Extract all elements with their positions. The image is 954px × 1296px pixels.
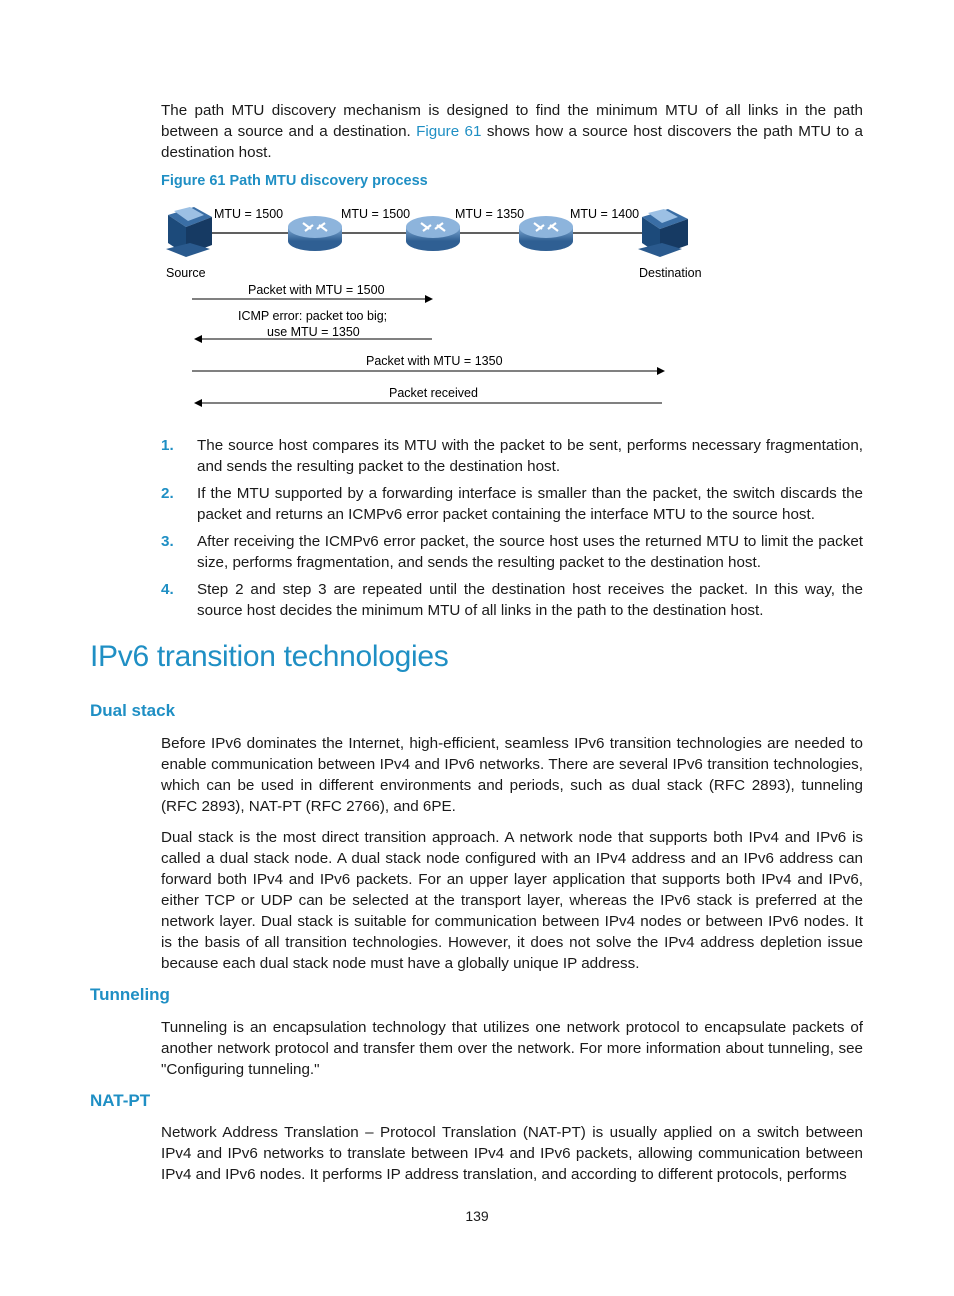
step-text: After receiving the ICMPv6 error packet, the source host uses the returned MTU to limit the packet size, performs fragmentation, and sends the resulting packet to the destination host. [197, 533, 863, 571]
figure-caption: Figure 61 Path MTU discovery process [161, 173, 428, 189]
figure-61-link[interactable]: Figure 61 [416, 123, 482, 140]
step-text: If the MTU supported by a forwarding interface is smaller than the packet, the switch discards the packet and returns an ICMPv6 error packet containing the interface MTU to the source host. [197, 485, 863, 523]
tunneling-heading: Tunneling [90, 985, 170, 1004]
message-packet-1500: Packet with MTU = 1500 [248, 283, 385, 297]
step-number: 1. [161, 437, 174, 454]
dual-stack-heading: Dual stack [90, 701, 176, 720]
list-item [161, 483, 863, 525]
step-text: Step 2 and step 3 are repeated until the destination host receives the packet. In this way, the source host decides the minimum MTU of all links in the path to the destination host. [197, 581, 863, 619]
page-number: 139 [465, 1208, 489, 1224]
step-number: 4. [161, 581, 174, 598]
section-title: IPv6 transition technologies [90, 640, 449, 673]
source-label: Source [166, 266, 206, 280]
path-mtu-diagram [160, 197, 720, 417]
destination-host-icon [638, 209, 688, 257]
router-icon [406, 216, 460, 251]
mtu-label-3: MTU = 1350 [455, 207, 525, 221]
steps-list [161, 435, 863, 627]
message-packet-1350: Packet with MTU = 1350 [366, 354, 503, 368]
step-number: 2. [161, 485, 174, 502]
router-icon [519, 216, 573, 251]
mtu-label-2: MTU = 1500 [341, 207, 411, 221]
message-icmp-error-line1: ICMP error: packet too big; [238, 309, 388, 323]
step-number: 3. [161, 533, 174, 550]
intro-text: The path MTU discovery mechanism is designed to find the minimum MTU of all links in the path between a source and a destination. [161, 102, 863, 140]
dual-stack-paragraph-1: Before IPv6 dominates the Internet, high-efficient, seamless IPv6 transition technologies are needed to enable communication between IPv4 and IPv6 networks. There are several IPv6 transition technologies, which can be used in different environments and periods, such as dual stack (RFC 2893), tunneling (RFC 2893), NAT-PT (RFC 2766), and 6PE. [161, 735, 863, 815]
intro-paragraph [161, 100, 863, 163]
list-item [161, 435, 863, 477]
nat-pt-heading: NAT-PT [90, 1091, 151, 1110]
list-item [161, 531, 863, 573]
list-item [161, 579, 863, 621]
tunneling-paragraph: Tunneling is an encapsulation technology that utilizes one network protocol to encapsulate packets of another network protocol and transfer them over the network. For more information about tunneling, see "Configuring tunneling." [161, 1019, 863, 1078]
destination-label: Destination [639, 266, 702, 280]
step-text: The source host compares its MTU with the packet to be sent, performs necessary fragmentation, and sends the resulting packet to the destination host. [197, 437, 863, 475]
dual-stack-paragraph-2: Dual stack is the most direct transition approach. A network node that supports both IPv4 and IPv6 is called a dual stack node. A dual stack node configured with an IPv4 address and an IPv6 address can forward both IPv4 and IPv6 packets. For an upper layer application that supports both IPv4 and IPv6, either TCP or UDP can be selected at the transport layer, whereas the IPv6 stack is preferred at the network layer. Dual stack is suitable for communication between IPv4 nodes or between IPv6 nodes. It is the basis of all transition technologies. However, it does not solve the IPv4 address depletion issue because each dual stack node must have a globally unique IP address. [161, 829, 863, 972]
router-icon [288, 216, 342, 251]
message-icmp-error-line2: use MTU = 1350 [267, 325, 360, 339]
nat-pt-paragraph: Network Address Translation – Protocol Translation (NAT-PT) is usually applied on a switch between IPv4 and IPv6 networks to translate between IPv4 and IPv6 packets, allowing communication between IPv4 and IPv6 nodes. It performs IP address translation, and according to different protocols, performs [161, 1124, 863, 1183]
source-host-icon [166, 207, 212, 257]
intro-text-end: shows how a source host discovers the path MTU to a destination host. [161, 123, 863, 161]
mtu-label-1: MTU = 1500 [214, 207, 284, 221]
mtu-label-4: MTU = 1400 [570, 207, 640, 221]
message-packet-received: Packet received [389, 386, 478, 400]
